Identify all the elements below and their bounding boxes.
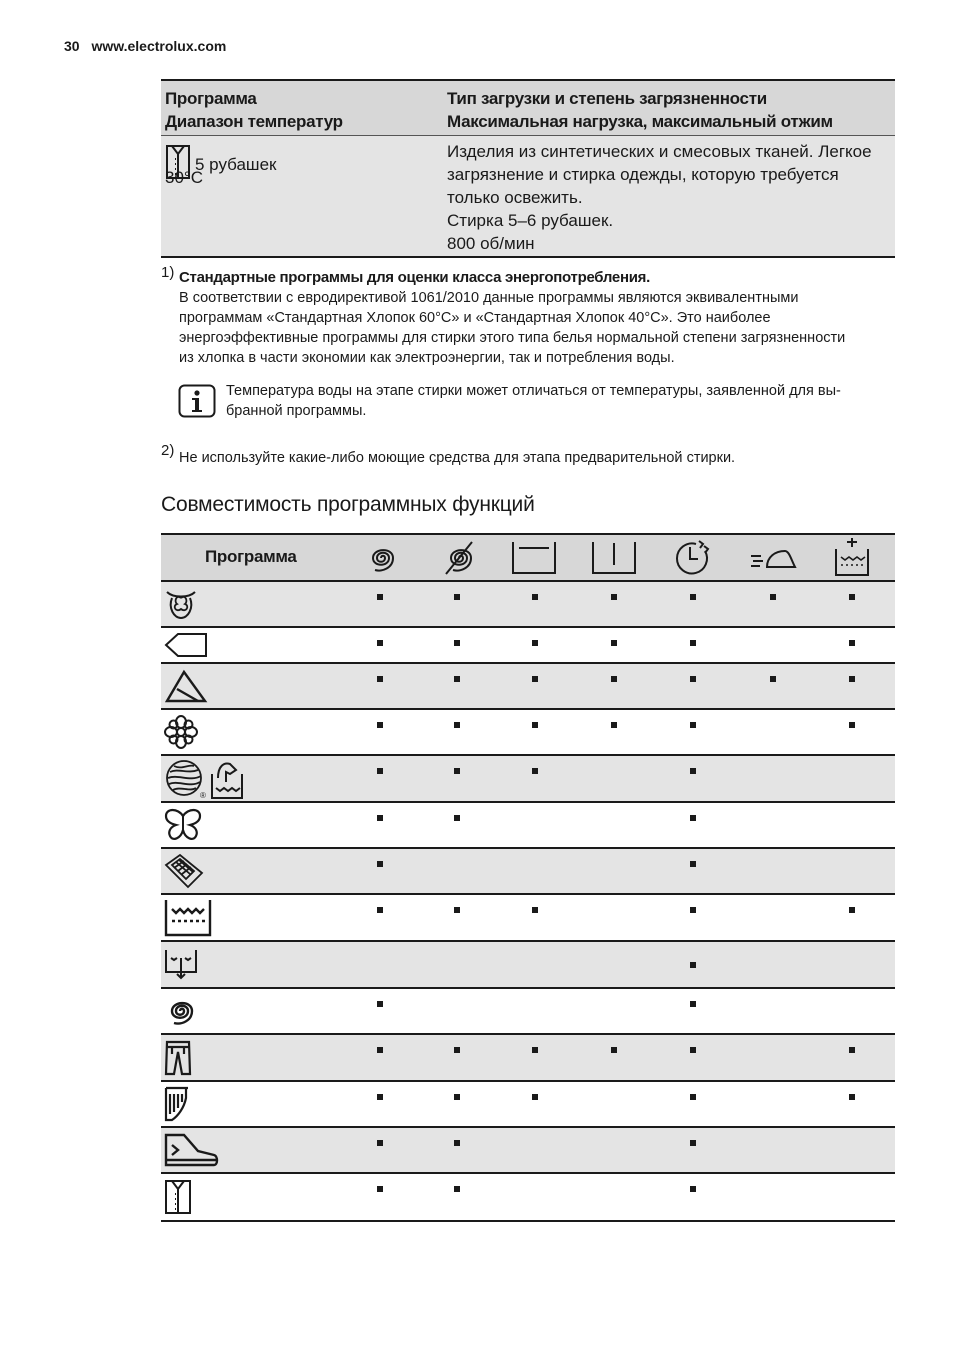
compatible-mark [377,722,383,728]
compatible-mark [377,1001,383,1007]
page-header [64,38,226,54]
compat-row-background [161,756,895,801]
curtains-icon [164,1086,194,1122]
compat-row-divider [161,1172,895,1174]
compatible-mark [849,594,855,600]
compat-row-background [161,1128,895,1172]
footnote-1 [179,268,889,368]
rinse-hold-icon [511,541,557,575]
shirts-icon [164,1179,192,1215]
compatible-mark [690,768,696,774]
compat-row-background [161,582,895,626]
compatible-mark [454,676,460,682]
compatible-mark [770,676,776,682]
program-table-header [161,81,895,135]
compat-row-background [161,664,895,708]
compat-row-background [161,1035,895,1080]
compatible-mark [532,1094,538,1100]
compatible-mark [611,722,617,728]
compatible-mark [454,907,460,913]
compatible-mark [532,907,538,913]
compatible-mark [454,640,460,646]
compatible-mark [454,1047,460,1053]
info-note [226,381,886,421]
compatible-mark [377,1047,383,1053]
compatible-mark [377,594,383,600]
footnote-1-text: из хлопка в части экономии как электроэнергии, так и потребления воды. [179,350,675,366]
col-max-load-header: Максимальная нагрузка, максимальный отжим [447,112,833,131]
compatible-mark [690,722,696,728]
compatible-mark [849,1094,855,1100]
compatible-mark [454,722,460,728]
compatible-mark [377,676,383,682]
time-saving-icon [672,539,712,577]
compatible-mark [690,907,696,913]
compatible-mark [377,640,383,646]
compatible-mark [532,722,538,728]
compatible-mark [849,640,855,646]
footnote-1-text: энергоэффективные программы для стирки этого типа белья нормальной степени загрязненности [179,330,846,346]
svg-text:®: ® [200,791,206,800]
sport-shoes-icon [164,1133,220,1167]
synthetics-icon [164,632,208,658]
compatible-mark [454,1140,460,1146]
program-desc-line: загрязнение и стирка одежды, которую требуется [447,165,839,184]
compatible-mark [690,962,696,968]
compatible-mark [690,861,696,867]
compatible-mark [377,1094,383,1100]
program-row [161,136,895,256]
compatible-mark [532,676,538,682]
col-program-header: Программа [165,89,257,108]
no-spin-icon [442,539,476,577]
compat-row-divider [161,1220,895,1222]
info-note-text: Температура воды на этапе стирки может отличаться от температуры, заявленной для вы- [226,383,841,399]
section-title: Совместимость программных функций [161,493,535,516]
program-desc-line: только освежить. [447,188,583,207]
compatible-mark [849,722,855,728]
col-load-type-header: Тип загрузки и степень загрязненности [447,89,767,108]
compatible-mark [690,676,696,682]
jeans-icon [164,1040,192,1076]
info-icon [178,384,216,418]
compatible-mark [532,640,538,646]
compat-row-divider [161,893,895,895]
compatible-mark [690,594,696,600]
compatible-mark [377,815,383,821]
compatible-mark [454,594,460,600]
easy-iron-icon [749,547,797,569]
compatible-mark [454,815,460,821]
compatible-mark [690,815,696,821]
compatible-mark [377,1140,383,1146]
compat-row-divider [161,801,895,803]
compatible-mark [690,640,696,646]
prewash-icon [834,537,870,577]
compatible-mark [377,1186,383,1192]
compatible-mark [377,861,383,867]
compatible-mark [611,676,617,682]
page-number: 30 [64,38,80,54]
night-cycle-icon [591,541,637,575]
info-note-text: бранной программы. [226,403,367,419]
compatible-mark [532,768,538,774]
compat-program-header: Программа [205,547,297,566]
delicates-icon [164,669,208,703]
compatible-mark [690,1186,696,1192]
compatible-mark [690,1140,696,1146]
footnote-1-marker: 1) [161,264,175,281]
footnote-1-text: программам «Стандартная Хлопок 60°C» и «Стандартная Хлопок 40°C». Это наиболее [179,310,771,326]
site-url: www.electrolux.com [91,38,227,54]
blanket-icon [164,853,204,889]
compat-row-divider [161,708,895,710]
footnote-2-text: Не используйте какие-либо моющие средства для этапа предварительной стирки. [179,450,736,466]
footnote-1-text: В соответствии с евродирективой 1061/2010 данные программы являются эквивалентными [179,290,799,306]
program-temperature: 30°C [165,168,203,187]
compat-row-background [161,942,895,987]
compatible-mark [454,768,460,774]
compat-row-divider [161,1080,895,1082]
bedding-icon [164,715,198,749]
program-name: 5 рубашек [195,155,277,174]
compatible-mark [690,1047,696,1053]
compatible-mark [611,594,617,600]
compatible-mark [690,1094,696,1100]
cotton-icon [164,588,198,620]
compat-row-background [161,849,895,893]
rinse-icon [164,899,212,937]
compatible-mark [611,1047,617,1053]
drain-icon [164,948,198,982]
compatible-mark [454,1186,460,1192]
compatible-mark [849,907,855,913]
program-max-load: Стирка 5–6 рубашек. [447,211,614,230]
compat-row-divider [161,987,895,989]
compatible-mark [690,1001,696,1007]
wool-handwash-icon [164,758,244,800]
spin-icon [365,541,397,575]
footnote-1-title: Стандартные программы для оценки класса энергопотребления. [179,269,650,286]
compatible-mark [377,768,383,774]
program-max-spin: 800 об/мин [447,234,535,253]
compatible-mark [377,907,383,913]
compat-row-divider [161,626,895,628]
compatible-mark [849,676,855,682]
col-temperature-header: Диапазон температур [165,112,343,131]
compatible-mark [849,1047,855,1053]
compatible-mark [611,640,617,646]
silk-icon [164,808,202,842]
compatible-mark [454,1094,460,1100]
spin-program-icon [164,994,196,1028]
compatible-mark [532,594,538,600]
compatible-mark [532,1047,538,1053]
footnote-2-marker: 2) [161,442,175,459]
compatible-mark [770,594,776,600]
program-desc-line: Изделия из синтетических и смесовых тканей. Легкое [447,142,872,161]
